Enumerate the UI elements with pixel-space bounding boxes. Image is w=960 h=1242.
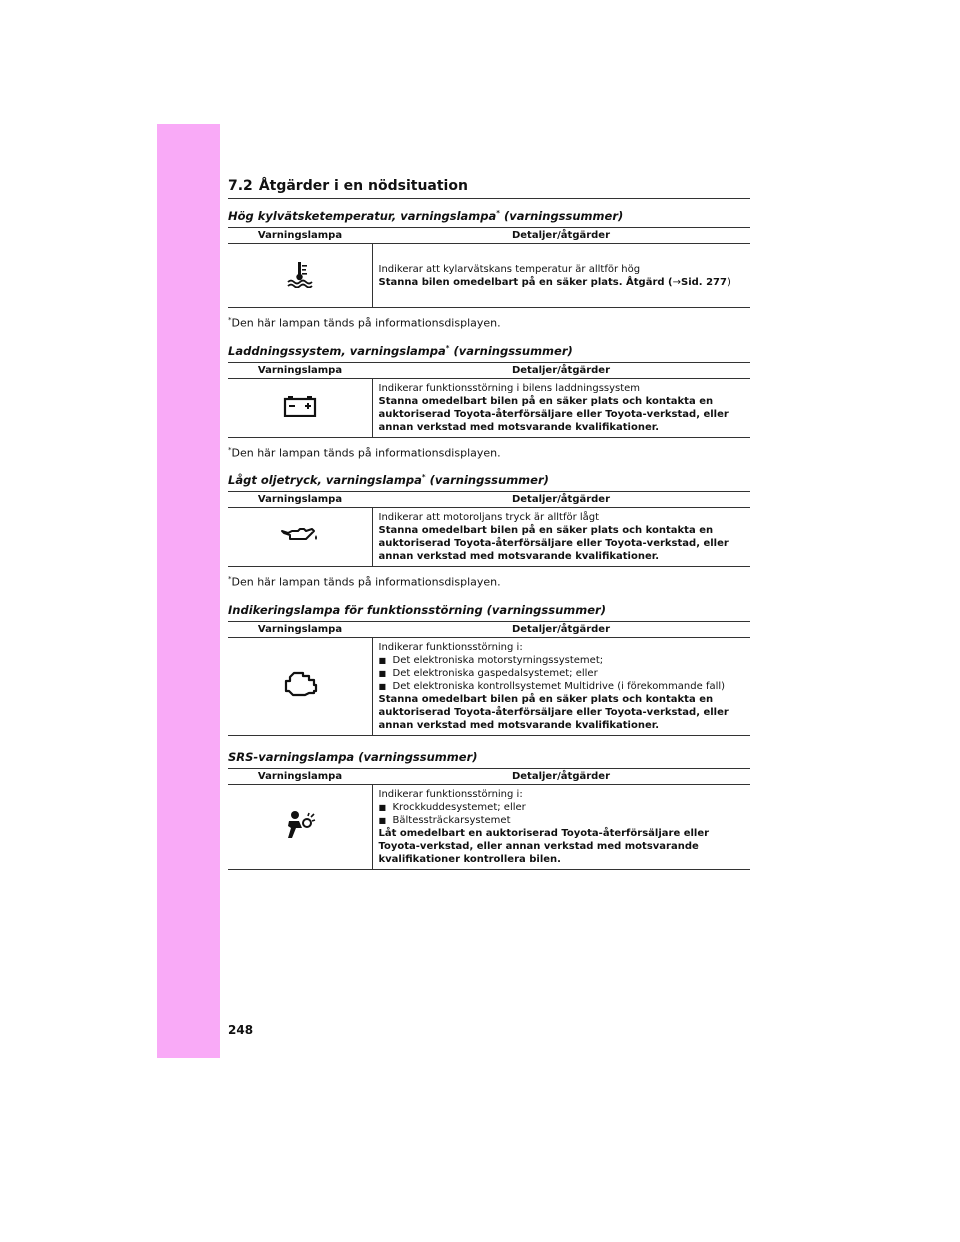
coolant-action: Stanna bilen omedelbart på en säker plats. Åtgärd (→Sid. 277): [378, 276, 731, 288]
oil-description: Indikerar att motoroljans tryck är alltför lågt: [378, 512, 600, 524]
warning-table-srs: [228, 768, 750, 870]
block-title-malfunction: Indikeringslampa för funktionsstörning (varningssummer): [228, 602, 606, 617]
page-content: [228, 178, 750, 870]
list-item: ■ Det elektroniska motorstyrningssystemet;: [379, 654, 745, 667]
malfunction-description: Indikerar funktionsstörning i:: [378, 641, 523, 653]
warning-table-oil: [228, 491, 750, 567]
srs-bullet-list: [379, 801, 745, 827]
footnote: *Den här lampan tänds på informationsdisplayen.: [228, 316, 501, 330]
footnote: *Den här lampan tänds på informationsdisplayen.: [228, 445, 501, 460]
warning-table-malfunction: [228, 621, 750, 736]
malfunction-bullet-list: [379, 654, 745, 693]
malfunction-action: Stanna omedelbart bilen på en säker plats och kontakta en auktoriserad Toyota-återförsäljare eller Toyota-verkstad, eller annan verkstad med motsvarande kvalifikationer.: [378, 693, 729, 731]
warning-table-charging: [228, 362, 750, 438]
page-number: 248: [228, 1023, 254, 1037]
col-header-details: Detaljer/åtgärder: [372, 228, 750, 244]
charging-description: Indikerar funktionsstörning i bilens laddningssystem: [378, 382, 641, 394]
block-title-srs: SRS-varningslampa (varningssummer): [228, 749, 478, 764]
footnote: *Den här lampan tänds på informationsdisplayen.: [228, 575, 501, 589]
block-title-oil: Lågt oljetryck, varningslampa* (varningssummer): [228, 473, 549, 488]
charging-action: Stanna omedelbart bilen på en säker plats och kontakta en auktoriserad Toyota-återförsäljare eller Toyota-verkstad, eller annan verkstad med motsvarande kvalifikationer.: [378, 395, 729, 433]
srs-description: Indikerar funktionsstörning i:: [378, 788, 523, 800]
coolant-temperature-icon: [228, 244, 372, 308]
col-header-lamp: Varningslampa: [228, 492, 372, 508]
section-number: 7.2: [228, 178, 253, 194]
oil-can-icon: [228, 508, 372, 567]
battery-icon: [228, 378, 372, 437]
col-header-lamp: Varningslampa: [228, 228, 372, 244]
list-item: ■ Krockkuddesystemet; eller: [379, 801, 745, 814]
srs-action: Låt omedelbart en auktoriserad Toyota-återförsäljare eller Toyota-verkstad, eller annan verkstad med motsvarande kvalifikationer kontrollera bilen.: [378, 827, 710, 865]
col-header-details: Detaljer/åtgärder: [372, 362, 750, 378]
list-item: ■ Det elektroniska kontrollsystemet Multidrive (i förekommande fall): [379, 680, 745, 693]
page-ref-link[interactable]: Sid. 277: [681, 276, 727, 288]
section-heading: [228, 178, 750, 199]
col-header-lamp: Varningslampa: [228, 621, 372, 637]
oil-action: Stanna omedelbart bilen på en säker plats och kontakta en auktoriserad Toyota-återförsäljare eller Toyota-verkstad, eller annan verkstad med motsvarande kvalifikationer.: [378, 525, 729, 563]
side-tab: [157, 124, 220, 1058]
col-header-lamp: Varningslampa: [228, 768, 372, 784]
list-item: ■ Det elektroniska gaspedalsystemet; eller: [379, 667, 745, 680]
col-header-lamp: Varningslampa: [228, 362, 372, 378]
block-title-coolant: Hög kylvätsketemperatur, varningslampa* (varningssummer): [228, 209, 624, 223]
list-item: ■ Bältessträckarsystemet: [379, 814, 745, 827]
col-header-details: Detaljer/åtgärder: [372, 492, 750, 508]
coolant-description: Indikerar att kylarvätskans temperatur är alltför hög: [378, 263, 641, 275]
warning-table-coolant: [228, 227, 750, 308]
col-header-details: Detaljer/åtgärder: [372, 621, 750, 637]
block-title-charging: Laddningssystem, varningslampa* (varningssummer): [228, 343, 573, 358]
engine-check-icon: [228, 637, 372, 735]
col-header-details: Detaljer/åtgärder: [372, 768, 750, 784]
airbag-icon: [228, 784, 372, 869]
section-title: Åtgärder i en nödsituation: [258, 178, 468, 194]
